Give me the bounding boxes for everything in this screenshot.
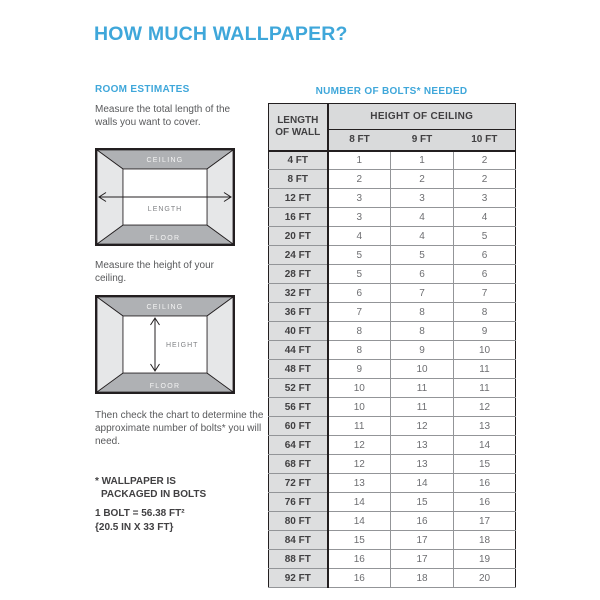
bolts-9ft-cell: 1 xyxy=(391,151,454,170)
bolts-9ft-cell: 17 xyxy=(391,550,454,569)
bolts-table-body xyxy=(269,151,516,588)
bolts-9ft-cell: 7 xyxy=(391,284,454,303)
bolts-10ft-cell: 10 xyxy=(454,341,516,360)
bolts-8ft-cell: 8 xyxy=(328,341,391,360)
table-row xyxy=(269,303,516,322)
bolts-10ft-cell: 13 xyxy=(454,417,516,436)
floor-label: FLOOR xyxy=(149,383,181,390)
table-row xyxy=(269,227,516,246)
step2-instruction: Measure the height of your ceiling. xyxy=(95,260,214,284)
bolts-10ft-cell: 6 xyxy=(454,265,516,284)
table-row xyxy=(269,265,516,284)
bolts-10ft-cell: 12 xyxy=(454,398,516,417)
bolts-8ft-cell: 13 xyxy=(328,474,391,493)
wall-length-cell: 16 FT xyxy=(269,208,328,227)
floor-label: FLOOR xyxy=(149,235,181,242)
bolts-8ft-cell: 11 xyxy=(328,417,391,436)
bolts-8ft-cell: 3 xyxy=(328,208,391,227)
bolts-9ft-cell: 14 xyxy=(391,474,454,493)
room-estimates-heading: ROOM ESTIMATES xyxy=(95,84,190,95)
bolts-9ft-cell: 8 xyxy=(391,322,454,341)
bolts-8ft-cell: 7 xyxy=(328,303,391,322)
table-row xyxy=(269,322,516,341)
page-title: HOW MUCH WALLPAPER? xyxy=(94,23,348,45)
bolts-10ft-cell: 17 xyxy=(454,512,516,531)
table-row xyxy=(269,550,516,569)
bolts-10ft-cell: 19 xyxy=(454,550,516,569)
wall-length-cell: 12 FT xyxy=(269,189,328,208)
bolts-needed-heading: NUMBER OF BOLTS* NEEDED xyxy=(315,86,468,97)
wall-length-cell: 52 FT xyxy=(269,379,328,398)
table-row xyxy=(269,417,516,436)
col-header-9ft: 9 FT xyxy=(391,130,454,151)
wall-length-cell: 56 FT xyxy=(269,398,328,417)
bolts-10ft-cell: 4 xyxy=(454,208,516,227)
bolts-8ft-cell: 3 xyxy=(328,189,391,208)
bolts-9ft-cell: 13 xyxy=(391,455,454,474)
bolts-9ft-cell: 5 xyxy=(391,246,454,265)
bolts-10ft-cell: 16 xyxy=(454,493,516,512)
ceiling-label: CEILING xyxy=(146,304,184,311)
wall-length-cell: 68 FT xyxy=(269,455,328,474)
table-row xyxy=(269,569,516,588)
bolts-8ft-cell: 16 xyxy=(328,569,391,588)
table-row xyxy=(269,151,516,170)
bolts-table xyxy=(268,103,516,588)
bolts-10ft-cell: 15 xyxy=(454,455,516,474)
wall-length-cell: 48 FT xyxy=(269,360,328,379)
table-row xyxy=(269,246,516,265)
table-row xyxy=(269,455,516,474)
bolts-9ft-cell: 18 xyxy=(391,569,454,588)
bolts-10ft-cell: 2 xyxy=(454,170,516,189)
bolts-9ft-cell: 9 xyxy=(391,341,454,360)
table-row xyxy=(269,512,516,531)
bolts-8ft-cell: 14 xyxy=(328,493,391,512)
bolts-8ft-cell: 10 xyxy=(328,379,391,398)
step1-instruction: Measure the total length of the walls you want to cover. xyxy=(95,104,231,128)
wall-length-cell: 8 FT xyxy=(269,170,328,189)
col-header-10ft: 10 FT xyxy=(454,130,516,151)
bolts-10ft-cell: 18 xyxy=(454,531,516,550)
bolts-10ft-cell: 2 xyxy=(454,151,516,170)
table-row xyxy=(269,531,516,550)
bolts-8ft-cell: 2 xyxy=(328,170,391,189)
step3-instruction: Then check the chart to determine the approximate number of bolts* you will need. xyxy=(95,410,264,447)
bolts-10ft-cell: 7 xyxy=(454,284,516,303)
table-row xyxy=(269,436,516,455)
bolts-10ft-cell: 11 xyxy=(454,360,516,379)
bolts-10ft-cell: 8 xyxy=(454,303,516,322)
length-label: LENGTH xyxy=(147,206,183,213)
bolts-8ft-cell: 12 xyxy=(328,436,391,455)
table-row xyxy=(269,379,516,398)
bolts-8ft-cell: 5 xyxy=(328,265,391,284)
bolts-8ft-cell: 10 xyxy=(328,398,391,417)
bolts-10ft-cell: 14 xyxy=(454,436,516,455)
bolts-8ft-cell: 6 xyxy=(328,284,391,303)
bolts-8ft-cell: 4 xyxy=(328,227,391,246)
bolts-8ft-cell: 14 xyxy=(328,512,391,531)
bolts-9ft-cell: 17 xyxy=(391,531,454,550)
footnote-line1: * WALLPAPER IS xyxy=(95,476,176,487)
table-row xyxy=(269,284,516,303)
wall-length-cell: 80 FT xyxy=(269,512,328,531)
wall-length-cell: 32 FT xyxy=(269,284,328,303)
table-row xyxy=(269,170,516,189)
table-row xyxy=(269,398,516,417)
room-height-diagram xyxy=(95,295,235,394)
bolts-8ft-cell: 8 xyxy=(328,322,391,341)
wall-length-cell: 44 FT xyxy=(269,341,328,360)
bolts-8ft-cell: 15 xyxy=(328,531,391,550)
bolt-size-info xyxy=(95,507,185,535)
bolts-9ft-cell: 2 xyxy=(391,170,454,189)
bolts-9ft-cell: 16 xyxy=(391,512,454,531)
bolts-10ft-cell: 16 xyxy=(454,474,516,493)
bolts-10ft-cell: 20 xyxy=(454,569,516,588)
wall-length-cell: 36 FT xyxy=(269,303,328,322)
table-row xyxy=(269,341,516,360)
bolts-9ft-cell: 13 xyxy=(391,436,454,455)
bolts-10ft-cell: 9 xyxy=(454,322,516,341)
wall-length-cell: 88 FT xyxy=(269,550,328,569)
wall-length-cell: 24 FT xyxy=(269,246,328,265)
bolts-10ft-cell: 3 xyxy=(454,189,516,208)
wall-length-cell: 40 FT xyxy=(269,322,328,341)
table-row xyxy=(269,189,516,208)
bolts-9ft-cell: 8 xyxy=(391,303,454,322)
wall-length-cell: 76 FT xyxy=(269,493,328,512)
bolts-10ft-cell: 5 xyxy=(454,227,516,246)
wall-length-cell: 28 FT xyxy=(269,265,328,284)
bolt-size-line2: {20.5 IN X 33 FT} xyxy=(95,522,174,533)
bolts-8ft-cell: 1 xyxy=(328,151,391,170)
bolts-9ft-cell: 15 xyxy=(391,493,454,512)
table-row xyxy=(269,474,516,493)
wall-length-cell: 20 FT xyxy=(269,227,328,246)
col-header-8ft: 8 FT xyxy=(328,130,391,151)
room-length-diagram xyxy=(95,148,235,246)
bolts-10ft-cell: 11 xyxy=(454,379,516,398)
wall-length-cell: 84 FT xyxy=(269,531,328,550)
table-row xyxy=(269,208,516,227)
wall-length-cell: 4 FT xyxy=(269,151,328,170)
bolts-8ft-cell: 9 xyxy=(328,360,391,379)
wall-length-cell: 60 FT xyxy=(269,417,328,436)
bolts-9ft-cell: 4 xyxy=(391,208,454,227)
bolts-8ft-cell: 5 xyxy=(328,246,391,265)
bolts-9ft-cell: 3 xyxy=(391,189,454,208)
bolts-9ft-cell: 10 xyxy=(391,360,454,379)
height-label: HEIGHT xyxy=(166,342,199,349)
wall-length-cell: 64 FT xyxy=(269,436,328,455)
table-row xyxy=(269,493,516,512)
bolts-8ft-cell: 12 xyxy=(328,455,391,474)
wall-length-cell: 72 FT xyxy=(269,474,328,493)
ceiling-label: CEILING xyxy=(146,157,184,164)
bolts-8ft-cell: 16 xyxy=(328,550,391,569)
bolts-9ft-cell: 11 xyxy=(391,379,454,398)
bolts-9ft-cell: 12 xyxy=(391,417,454,436)
bolts-9ft-cell: 6 xyxy=(391,265,454,284)
bolt-size-line1: 1 BOLT = 56.38 FT² xyxy=(95,508,185,519)
bolts-10ft-cell: 6 xyxy=(454,246,516,265)
length-of-wall-header: LENGTH OF WALL xyxy=(269,104,328,151)
wallpaper-footnote xyxy=(95,475,206,501)
bolts-9ft-cell: 4 xyxy=(391,227,454,246)
bolts-9ft-cell: 11 xyxy=(391,398,454,417)
footnote-line2: PACKAGED IN BOLTS xyxy=(101,489,207,500)
table-row xyxy=(269,360,516,379)
height-of-ceiling-header: HEIGHT OF CEILING xyxy=(328,104,516,130)
wall-length-cell: 92 FT xyxy=(269,569,328,588)
